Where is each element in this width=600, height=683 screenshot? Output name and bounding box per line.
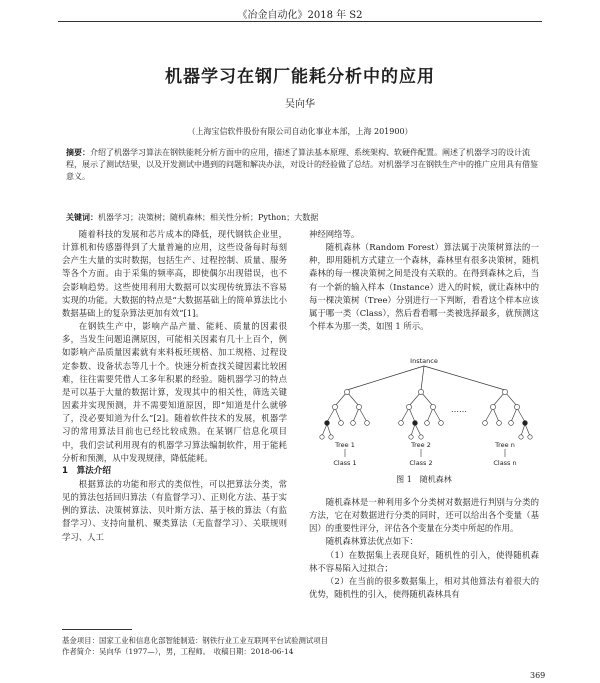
right-paragraph-4: 随机森林算法优点如下：	[325, 536, 418, 547]
tree-label-n: Tree n	[495, 441, 515, 449]
right-paragraph-5: （1）在数据集上表现良好，随机性的引入，使得随机森林不容易陷入过拟合；	[309, 549, 539, 573]
instance-arrow-3	[424, 366, 505, 390]
affiliation: （上海宝信软件股份有限公司自动化事业本部，上海 201900）	[187, 127, 413, 136]
keywords	[66, 212, 538, 223]
right-column-top	[309, 228, 539, 333]
abstract-text: 介绍了机器学习算法在钢铁能耗分析方面中的应用，描述了算法基本原理、系统架构、软硬件配置。阐述了机器学习的设计流程，展示了测试结果，以及开发测试中遇到的问题和解决办法，对设计的经验做了总结。对机器学习在钢铁生产中的推广应用具有借鉴意义。	[66, 148, 538, 181]
section-heading-1: 1 算法介绍	[62, 465, 111, 476]
random-forest-figure	[309, 356, 539, 468]
keywords-label: 关键词：	[66, 212, 98, 222]
figure-caption	[309, 474, 539, 485]
journal-header: 《冶金自动化》2018 年 S2	[237, 10, 363, 21]
page-number: 369	[530, 671, 546, 680]
tree-1-diagram	[320, 389, 370, 439]
class-label-1: Class 1	[333, 459, 357, 467]
instance-arrow-1	[347, 366, 424, 390]
tree-label-1: Tree 1	[335, 441, 355, 449]
abstract-label: 摘要：	[66, 147, 90, 157]
author-name: 吴向华	[285, 99, 315, 110]
trees-ellipsis: ……	[451, 405, 467, 414]
header-rule	[58, 21, 542, 22]
article-title: 机器学习在钢厂能耗分析中的应用	[165, 67, 435, 87]
instance-label: Instance	[410, 357, 438, 365]
footnote-rule	[62, 629, 132, 630]
tree-n-diagram	[483, 389, 533, 439]
left-paragraph-2: 在钢铁生产中，影响产品产量、能耗、质量的因素很多，当发生问题追溯原因，可能相关因素有几十上百个，例如影响产品质量因素就有来料板坯规格、加工规格、过程设定参数、设备状态等几十个。快速分析查找关键因素比较困难，往往需要凭借人工多年积累的经验。随机器学习的特点是可以基于大量的数据计算，发现其中的相关性，筛选关键因素并实现预测，并不需要知道原因，即“知道是什么就够了，没必要知道为什么”[2]。随着软件技术的发展，机器学习的常用算法目前也已经比较成熟。在某钢厂信息化项目中，我们尝试利用现有的机器学习算法编制软件，用于能耗分析和预测，从中发现规律，降低能耗。	[62, 321, 287, 463]
tree-2-diagram	[399, 389, 444, 439]
tree-label-2: Tree 2	[411, 441, 431, 449]
keywords-text: 机器学习；决策树；随机森林；相关性分析；Python；大数据	[98, 213, 319, 222]
footnote-funding: 基金项目：国家工业和信息化部智能制造：钢铁行业工业互联网平台试验测试项目	[62, 636, 329, 645]
figure-caption-text: 随机森林	[419, 475, 452, 484]
footnote-author-info: 作者简介：吴向华（1977—），男，工程师。 收稿日期：2018-06-14	[62, 647, 294, 656]
left-paragraph-1: 随着科技的发展和芯片成本的降低，现代钢铁企业里，计算机和传感器得到了大量普遍的应用，这些设备每时每刻会产生大量的实时数据，包括生产、过程控制、质量、服务等各个方面。由于采集的频率高，即使偶尔出现错误，也不会影响趋势。这些使用利用大数据可以实现传统算法不容易实现的功能。大数据的特点是“大数据基础上的简单算法比小数据基础上的复杂算法更加有效”[1]。	[62, 229, 287, 318]
right-paragraph-1: 神经网络等。	[309, 229, 360, 239]
left-column	[62, 228, 287, 544]
abstract	[66, 146, 538, 183]
instance-arrow-2	[421, 366, 424, 390]
right-column-bottom	[309, 496, 539, 601]
left-paragraph-3: 根据算法的功能和形式的类似性，可以把算法分类，常见的算法包括回归算法（有监督学习）、正则化方法、基于实例的算法、决策树算法、贝叶斯方法、基于核的算法（有监督学习）、支持向量机、聚类算法（无监督学习）、关联规则学习、人工	[62, 478, 287, 542]
class-label-n: Class n	[493, 459, 517, 467]
figure-caption-number: 图 1	[396, 475, 412, 484]
right-paragraph-3: 随机森林是一种利用多个分类树对数据进行判别与分类的方法，它在对数据进行分类的同时，还可以给出各个变量（基因）的重要性评分，评估各个变量在分类中所起的作用。	[309, 497, 539, 534]
right-paragraph-2: 随机森林（Random Forest）算法属于决策树算法的一种，即用随机方式建立一个森林，森林里有很多决策树，随机森林的每一棵决策树之间是没有关联的。在得到森林之后，当有一个新的输入样本（Instance）进入的时候，就让森林中的每一棵决策树（Tree）分别进行一下判断，看看这个样本应该属于哪一类（Class），然后看看哪一类被选择最多，就预测这个样本为那一类，如图 1 所示。	[309, 242, 539, 332]
footnote	[62, 635, 542, 657]
class-label-2: Class 2	[409, 459, 433, 467]
right-paragraph-6: （2）在当前的很多数据集上，相对其他算法有着很大的优势，随机性的引入，使得随机森林具有	[309, 575, 539, 600]
